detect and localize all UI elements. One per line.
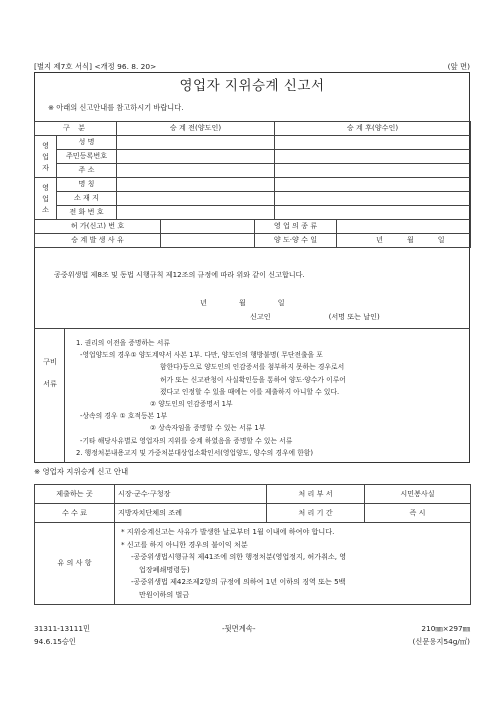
- caution-4: 업장폐쇄명령등): [139, 564, 190, 574]
- documents-label-divider: [64, 328, 65, 463]
- doc-line-5: 졌다고 인정할 수 있을 때에는 이를 제출하지 아니할 수 있다.: [160, 387, 340, 396]
- caution-6: 만원이하의 벌금: [139, 589, 190, 599]
- doc-line-3: 함한다)등으로 양도인의 인감증서를 첨부하지 못하는 경우로서: [160, 363, 345, 372]
- caution-1: * 지위승계신고는 사유가 발생한 날로부터 1월 이내에 하여야 합니다.: [121, 527, 335, 536]
- footer-continued: -뒷면계속-: [222, 624, 256, 633]
- dept-label: 처 리 부 서: [267, 485, 365, 504]
- declaration-date: [200, 299, 285, 308]
- decl-day: 일: [277, 298, 285, 307]
- before-business-name-cell[interactable]: [117, 178, 275, 192]
- after-resident-no-cell[interactable]: [275, 150, 471, 164]
- address-label: 주 소: [57, 164, 117, 178]
- doc-line-10: 2. 행정처분내용고지 및 가중처분대상업소확인서(영업양도, 양수의 경우에 한함): [76, 448, 314, 457]
- transfer-date-cell[interactable]: [337, 234, 471, 248]
- info-table: [34, 121, 470, 248]
- col-category: 구 분: [35, 122, 117, 136]
- license-no-cell[interactable]: [161, 220, 255, 234]
- doc-line-2: -영업양도의 경우① 양도계약서 사본 1부. 다만, 양도인의 행방불명( 무단전출을 포: [80, 351, 323, 360]
- page-side: (앞 면): [447, 62, 470, 71]
- period-value: 즉 시: [365, 504, 471, 523]
- doc-line-6: ② 양도인의 인감증명서 1부: [150, 400, 233, 409]
- col-after: 승 계 후(양수인): [275, 122, 471, 136]
- before-location-cell[interactable]: [117, 192, 275, 206]
- footer-approval: 94.6.15승인: [34, 637, 76, 646]
- transfer-day: 일: [437, 235, 445, 245]
- after-address-cell[interactable]: [275, 164, 471, 178]
- transfer-month: 월: [406, 235, 414, 245]
- before-resident-no-cell[interactable]: [117, 150, 275, 164]
- signer-line: [250, 313, 380, 322]
- before-address-cell[interactable]: [117, 164, 275, 178]
- form-title: 영업자 지위승계 신고서: [179, 78, 325, 94]
- notice-text: ※ 아래의 신고안내를 참고하시기 바랍니다.: [48, 103, 184, 112]
- business-label: 영 업 소: [35, 178, 57, 220]
- operator-label: 영 업 자: [35, 136, 57, 178]
- fee-value: 지방자치단체의 조례: [115, 504, 267, 523]
- submit-to-label: 제출하는 곳: [35, 485, 115, 504]
- decl-year: 년: [200, 298, 207, 307]
- form-number: [별지 제7호 서식] <개정 96. 8. 20>: [34, 62, 157, 71]
- signature-field[interactable]: (서명 또는 날인): [328, 312, 380, 321]
- submit-to-value: 시장·군수·구청장: [115, 485, 267, 504]
- doc-line-7: -상속의 경우 ① 호적등본 1부: [80, 412, 168, 421]
- caution-list: [115, 523, 471, 605]
- documents-list: [70, 337, 430, 459]
- form-header: [34, 62, 470, 71]
- name-label: 성 명: [57, 136, 117, 150]
- caution-3: -공중위생법시행규칙 제41조에 의한 행정처분(영업정지, 허가취소, 영: [131, 552, 347, 561]
- transfer-date-label: 양 도·양 수 일: [255, 234, 337, 248]
- doc-line-8: ② 상속자임을 증명할 수 있는 서류 1부: [150, 424, 266, 433]
- caution-5: -공중위생법 제42조제2항의 규정에 의하여 1년 이하의 징역 또는 5백: [131, 577, 346, 586]
- business-name-label: 명 칭: [57, 178, 117, 192]
- guide-title: ※ 영업자 지위승계 신고 안내: [34, 467, 129, 476]
- phone-label: 전 화 번 호: [57, 206, 117, 220]
- doc-line-1: 1. 권리의 이전을 증명하는 서류: [76, 339, 170, 347]
- doc-line-4: 허가 또는 신고관청이 사실확인등을 통하여 양도·양수가 이루어: [160, 375, 346, 384]
- after-name-cell[interactable]: [275, 136, 471, 150]
- after-business-name-cell[interactable]: [275, 178, 471, 192]
- decl-month: 월: [238, 298, 246, 307]
- business-type-cell[interactable]: [337, 220, 471, 234]
- caution-2: * 신고를 하지 아니한 경우의 불이익 처분: [121, 539, 248, 549]
- fee-label: 수 수 료: [35, 504, 115, 523]
- before-name-cell[interactable]: [117, 136, 275, 150]
- transfer-year: 년: [376, 235, 383, 245]
- cause-cell[interactable]: [161, 234, 255, 248]
- documents-divider: [34, 328, 470, 329]
- doc-line-9: -기타 해당사유별로 영업자의 지위를 승계 하였음을 증명할 수 있는 서류: [80, 436, 293, 445]
- before-phone-cell[interactable]: [117, 206, 275, 220]
- footer-paper: (신문용지54g/㎡): [412, 637, 470, 646]
- resident-no-label: 주민등록번호: [57, 150, 117, 164]
- license-no-label: 허 가(신고) 번 호: [35, 220, 161, 234]
- cause-label: 승 계 발 생 사 유: [35, 234, 161, 248]
- guide-table: [34, 484, 470, 605]
- dept-value: 시민봉사실: [365, 485, 471, 504]
- period-label: 처 리 기 간: [267, 504, 365, 523]
- business-type-label: 영 업 의 종 류: [255, 220, 337, 234]
- declaration-text: 공중위생법 제8조 및 동법 시행규칙 제12조의 규정에 따라 위와 같이 신고합니다.: [54, 270, 305, 279]
- location-label: 소 재 지: [57, 192, 117, 206]
- caution-label: 유 의 사 항: [35, 523, 115, 605]
- documents-label: 구비 서류: [43, 357, 57, 388]
- footer-size: 210㎜×297㎜: [421, 624, 470, 633]
- col-before: 승 계 전(양도인): [117, 122, 275, 136]
- after-phone-cell[interactable]: [275, 206, 471, 220]
- signer-label: 신고인: [250, 312, 271, 321]
- footer-code: 31311-13111민: [34, 624, 91, 633]
- after-location-cell[interactable]: [275, 192, 471, 206]
